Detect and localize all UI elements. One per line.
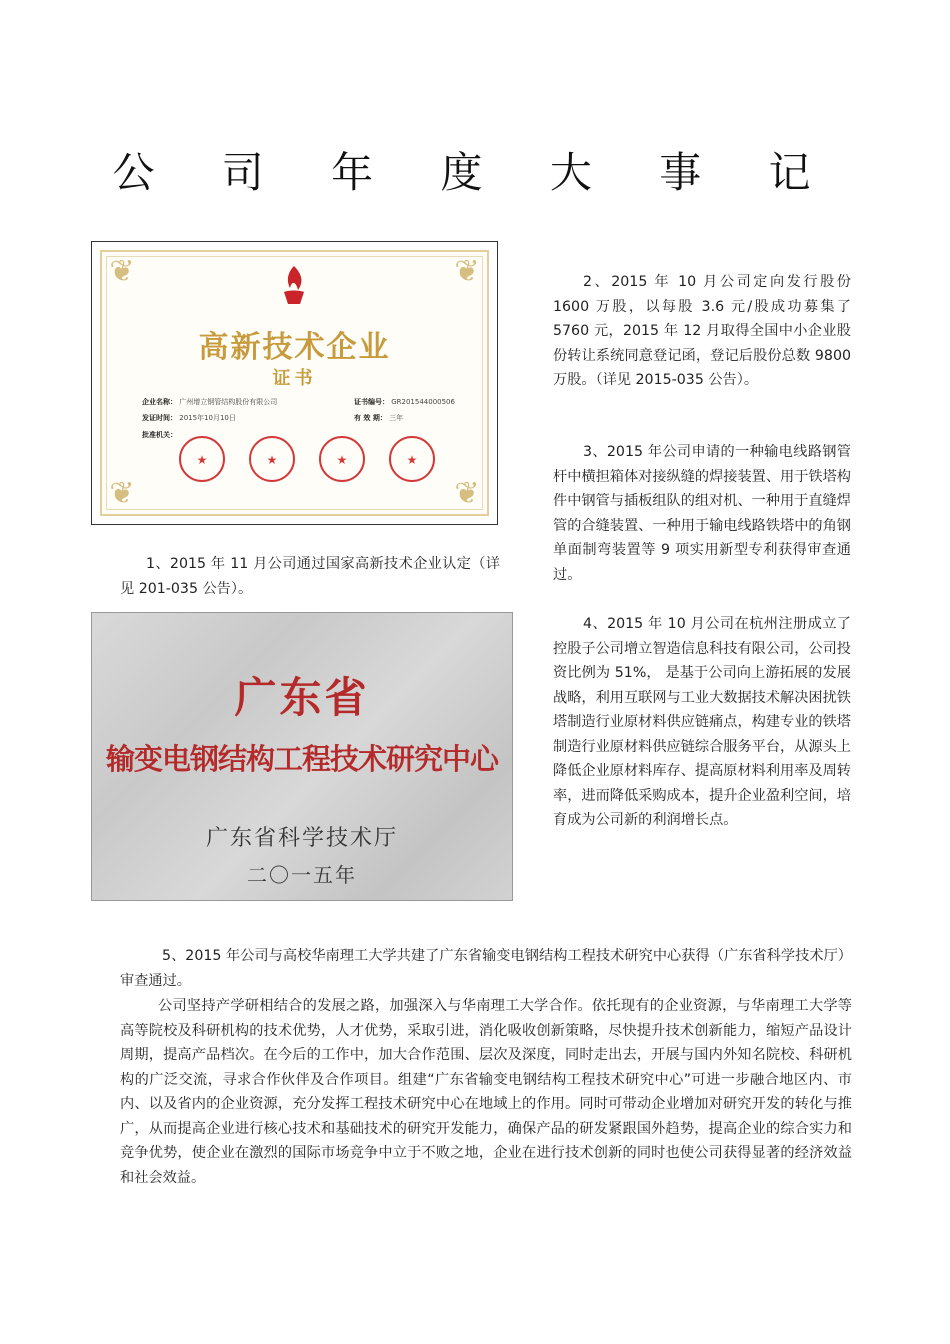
svg-text:★: ★ bbox=[266, 453, 278, 467]
torch-logo-icon bbox=[274, 264, 314, 308]
ornament-icon: ❦ bbox=[109, 254, 135, 289]
plaque-line-center: 输变电钢结构工程技术研究中心 bbox=[105, 742, 498, 776]
official-seals bbox=[177, 434, 437, 484]
plaque-line-department: 广东省科学技术厅 bbox=[205, 826, 398, 851]
authority-field: 批准机关： bbox=[142, 431, 177, 439]
event-item-2: 2、2015 年 10 月公司定向发行股份 1600 万股，以每股 3.6 元/股成功募集了 5760 元，2015 年 12 月取得全国中小企业股份转让系统同意登记函，登记后股份总数 9800 万股。（详见 2015-035 公告）。 bbox=[553, 274, 851, 388]
page-title: 公 司 年 度 大 事 记 bbox=[112, 148, 838, 197]
svg-text:★: ★ bbox=[336, 453, 348, 467]
issue-date-field: 发证时间： 2015年10月10日 bbox=[142, 414, 236, 422]
plaque-line-year: 二〇一五年 bbox=[247, 863, 357, 887]
event-item-5: 5、2015 年公司与高校华南理工大学共建了广东省输变电钢结构工程技术研究中心获得（广东省科学技术厅）审查通过。 bbox=[120, 948, 852, 989]
ornament-icon: ❦ bbox=[454, 254, 480, 289]
event-item-5-detail: 公司坚持产学研相结合的发展之路，加强深入与华南理工大学合作。依托现有的企业资源，与华南理工大学等高等院校及科研机构的技术优势，人才优势，采取引进，消化吸收创新策略，尽快提升技术创新能力，缩短产品设计周期，提高产品档次。在今后的工作中，加大合作范围、层次及深度，同时走出去，开展与国内外知名院校、科研机构的广泛交流，寻求合作伙伴及合作项目。组建“广东省输变电钢结构工程技术研究中心”可进一步融合地区内、市内、以及省内的企业资源，充分发挥工程技术研究中心在地域上的作用。同时可带动企业增加对研究开发的转化与推广，从而提高企业进行核心技术和基础技术的研究开发能力，确保产品的研发紧跟国外趋势，提高企业的综合实力和竞争优势，使企业在激烈的国际市场竞争中立于不败之地，企业在进行技术创新的同时也使公司获得显著的经济效益和社会效益。 bbox=[120, 998, 852, 1186]
svg-text:★: ★ bbox=[406, 453, 418, 467]
cert-number-field: 证书编号： GR201544000506 bbox=[354, 398, 455, 406]
event-item-1: 1、2015 年 11 月公司通过国家高新技术企业认定（详见 201-035 公告）。 bbox=[120, 556, 500, 597]
ornament-icon: ❦ bbox=[454, 476, 480, 511]
company-field: 企业名称： 广州增立钢管结构股份有限公司 bbox=[142, 398, 278, 406]
research-center-plaque-image bbox=[91, 612, 513, 901]
event-item-3: 3、2015 年公司申请的一种输电线路钢管杆中横担箱体对接纵缝的焊接装置、用于铁塔构件中钢管与插板组队的组对机、一种用于直缝焊管的合缝装置、一种用于输电线路铁塔中的角钢单面制弯装置等 9 项实用新型专利获得审查通过。 bbox=[553, 444, 851, 583]
high-tech-certificate-image bbox=[91, 241, 498, 525]
certificate-subheading: 证书 bbox=[272, 368, 317, 389]
plaque-line-province: 广东省 bbox=[234, 673, 370, 722]
ornament-icon: ❦ bbox=[109, 476, 135, 511]
svg-text:★: ★ bbox=[196, 453, 208, 467]
event-item-4: 4、2015 年 10 月公司在杭州注册成立了控股子公司增立智造信息科技有限公司，公司投资比例为 51%， 是基于公司向上游拓展的发展战略，利用互联网与工业大数据技术解决困扰铁塔制造行业原材料供应链痛点，构建专业的铁塔制造行业原材料供应链综合服务平台，从源头上降低企业原材料库存、提高原材料利用率及周转率，进而降低采购成本，提升企业盈利空间，培育成为公司新的利润增长点。 bbox=[553, 616, 851, 828]
certificate-heading: 高新技术企业 bbox=[198, 330, 391, 365]
validity-field: 有 效 期： 三年 bbox=[354, 414, 404, 422]
